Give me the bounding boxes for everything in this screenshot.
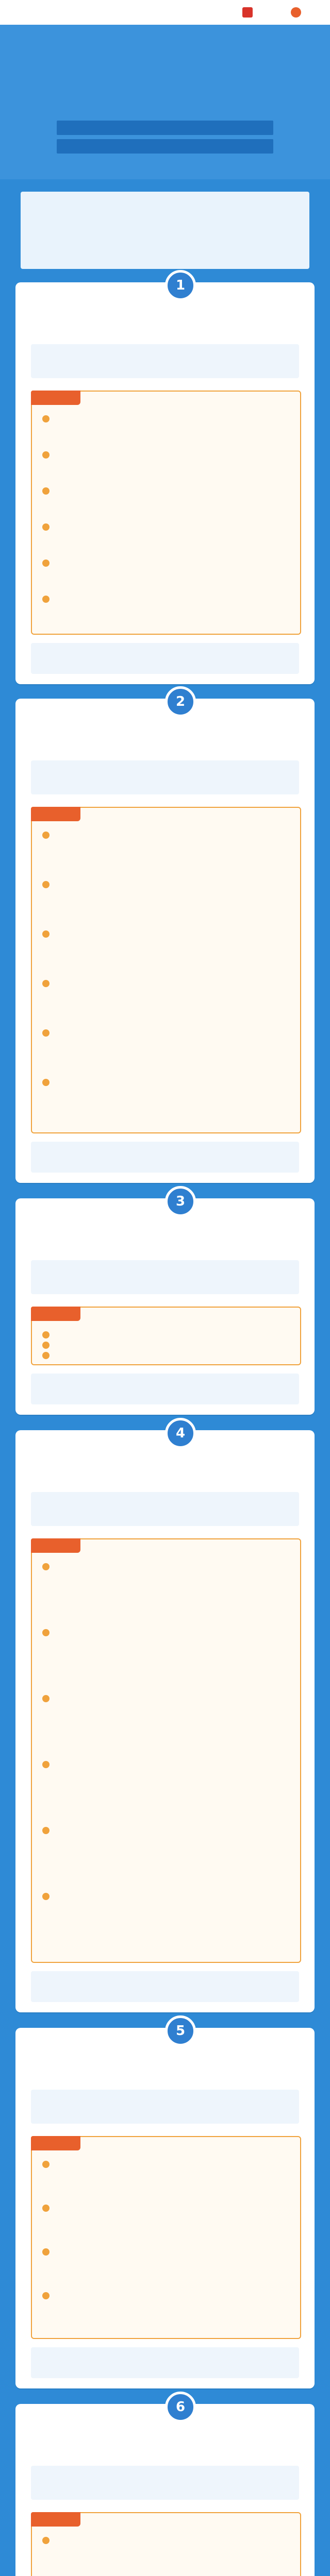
example-item bbox=[42, 1826, 285, 1887]
bullet-dot-icon bbox=[42, 832, 50, 839]
bullet-dot-icon bbox=[42, 1029, 50, 1037]
top-bar bbox=[0, 0, 330, 25]
example-label bbox=[31, 1538, 80, 1553]
example-item bbox=[42, 595, 285, 625]
section-card-2 bbox=[15, 694, 315, 1183]
bullet-dot-icon bbox=[42, 2292, 50, 2299]
brand-logo-icon bbox=[242, 7, 253, 18]
example-box bbox=[31, 2512, 301, 2576]
section-lead bbox=[31, 1260, 299, 1294]
example-box bbox=[31, 2136, 301, 2339]
section-lead bbox=[31, 1492, 299, 1526]
section-card-5 bbox=[15, 2023, 315, 2388]
example-label bbox=[31, 807, 80, 821]
bullet-dot-icon bbox=[42, 1827, 50, 1834]
example-item bbox=[42, 2204, 285, 2242]
example-item bbox=[42, 1078, 285, 1122]
example-item bbox=[42, 1330, 285, 1335]
section-number-badge: 5 bbox=[165, 2015, 196, 2046]
example-item bbox=[42, 2536, 285, 2576]
section-card-6 bbox=[15, 2399, 315, 2576]
section-card-4 bbox=[15, 1426, 315, 2012]
example-label bbox=[31, 391, 80, 405]
example-item bbox=[42, 522, 285, 553]
example-item bbox=[42, 1694, 285, 1755]
ribbon-2 bbox=[57, 139, 273, 154]
example-item bbox=[42, 1892, 285, 1953]
partner-logo-icon bbox=[291, 7, 301, 18]
example-label bbox=[31, 1307, 80, 1321]
example-box bbox=[31, 1307, 301, 1365]
section-lead bbox=[31, 760, 299, 794]
bullet-dot-icon bbox=[42, 2537, 50, 2544]
section-lead bbox=[31, 2466, 299, 2500]
section-card-1 bbox=[15, 278, 315, 684]
example-label bbox=[31, 2136, 80, 2150]
section-lead bbox=[31, 2090, 299, 2124]
section-note bbox=[31, 643, 299, 674]
bullet-dot-icon bbox=[42, 1352, 50, 1359]
title-banner bbox=[0, 25, 330, 179]
bullet-dot-icon bbox=[42, 560, 50, 567]
example-box bbox=[31, 391, 301, 635]
section-number-badge: 4 bbox=[165, 1418, 196, 1449]
example-item bbox=[42, 2291, 285, 2330]
bullet-dot-icon bbox=[42, 1629, 50, 1636]
bullet-dot-icon bbox=[42, 2161, 50, 2168]
bullet-dot-icon bbox=[42, 980, 50, 987]
section-number-badge: 3 bbox=[165, 1186, 196, 1217]
section-note bbox=[31, 1142, 299, 1173]
section-note bbox=[31, 1374, 299, 1404]
example-item bbox=[42, 1351, 285, 1356]
bullet-dot-icon bbox=[42, 1893, 50, 1900]
intro-box bbox=[21, 192, 309, 269]
section-note bbox=[31, 1971, 299, 2002]
example-item bbox=[42, 486, 285, 517]
example-item bbox=[42, 450, 285, 481]
example-item bbox=[42, 2160, 285, 2198]
bullet-dot-icon bbox=[42, 451, 50, 459]
bullet-dot-icon bbox=[42, 2205, 50, 2212]
example-box bbox=[31, 1538, 301, 1963]
bullet-dot-icon bbox=[42, 487, 50, 495]
bullet-dot-icon bbox=[42, 930, 50, 938]
example-item bbox=[42, 558, 285, 589]
example-item bbox=[42, 2247, 285, 2286]
section-number-badge: 1 bbox=[165, 270, 196, 301]
bullet-dot-icon bbox=[42, 881, 50, 888]
section-lead bbox=[31, 344, 299, 378]
bullet-dot-icon bbox=[42, 2248, 50, 2256]
example-item bbox=[42, 1028, 285, 1073]
example-item bbox=[42, 831, 285, 875]
section-note bbox=[31, 2347, 299, 2378]
section-number-badge: 2 bbox=[165, 686, 196, 717]
section-card-3 bbox=[15, 1194, 315, 1415]
ribbon-1 bbox=[57, 121, 273, 135]
example-item bbox=[42, 929, 285, 974]
example-item bbox=[42, 1341, 285, 1346]
example-item bbox=[42, 979, 285, 1023]
bullet-dot-icon bbox=[42, 596, 50, 603]
bullet-dot-icon bbox=[42, 1079, 50, 1086]
example-item bbox=[42, 1562, 285, 1623]
example-label bbox=[31, 2512, 80, 2527]
example-item bbox=[42, 1628, 285, 1689]
bullet-dot-icon bbox=[42, 1695, 50, 1702]
bullet-dot-icon bbox=[42, 1761, 50, 1768]
example-item bbox=[42, 1760, 285, 1821]
bullet-dot-icon bbox=[42, 1563, 50, 1570]
bullet-dot-icon bbox=[42, 415, 50, 422]
bullet-dot-icon bbox=[42, 523, 50, 531]
bullet-dot-icon bbox=[42, 1342, 50, 1349]
example-item bbox=[42, 414, 285, 445]
bullet-dot-icon bbox=[42, 1331, 50, 1338]
example-box bbox=[31, 807, 301, 1133]
section-number-badge: 6 bbox=[165, 2392, 196, 2422]
example-item bbox=[42, 880, 285, 924]
